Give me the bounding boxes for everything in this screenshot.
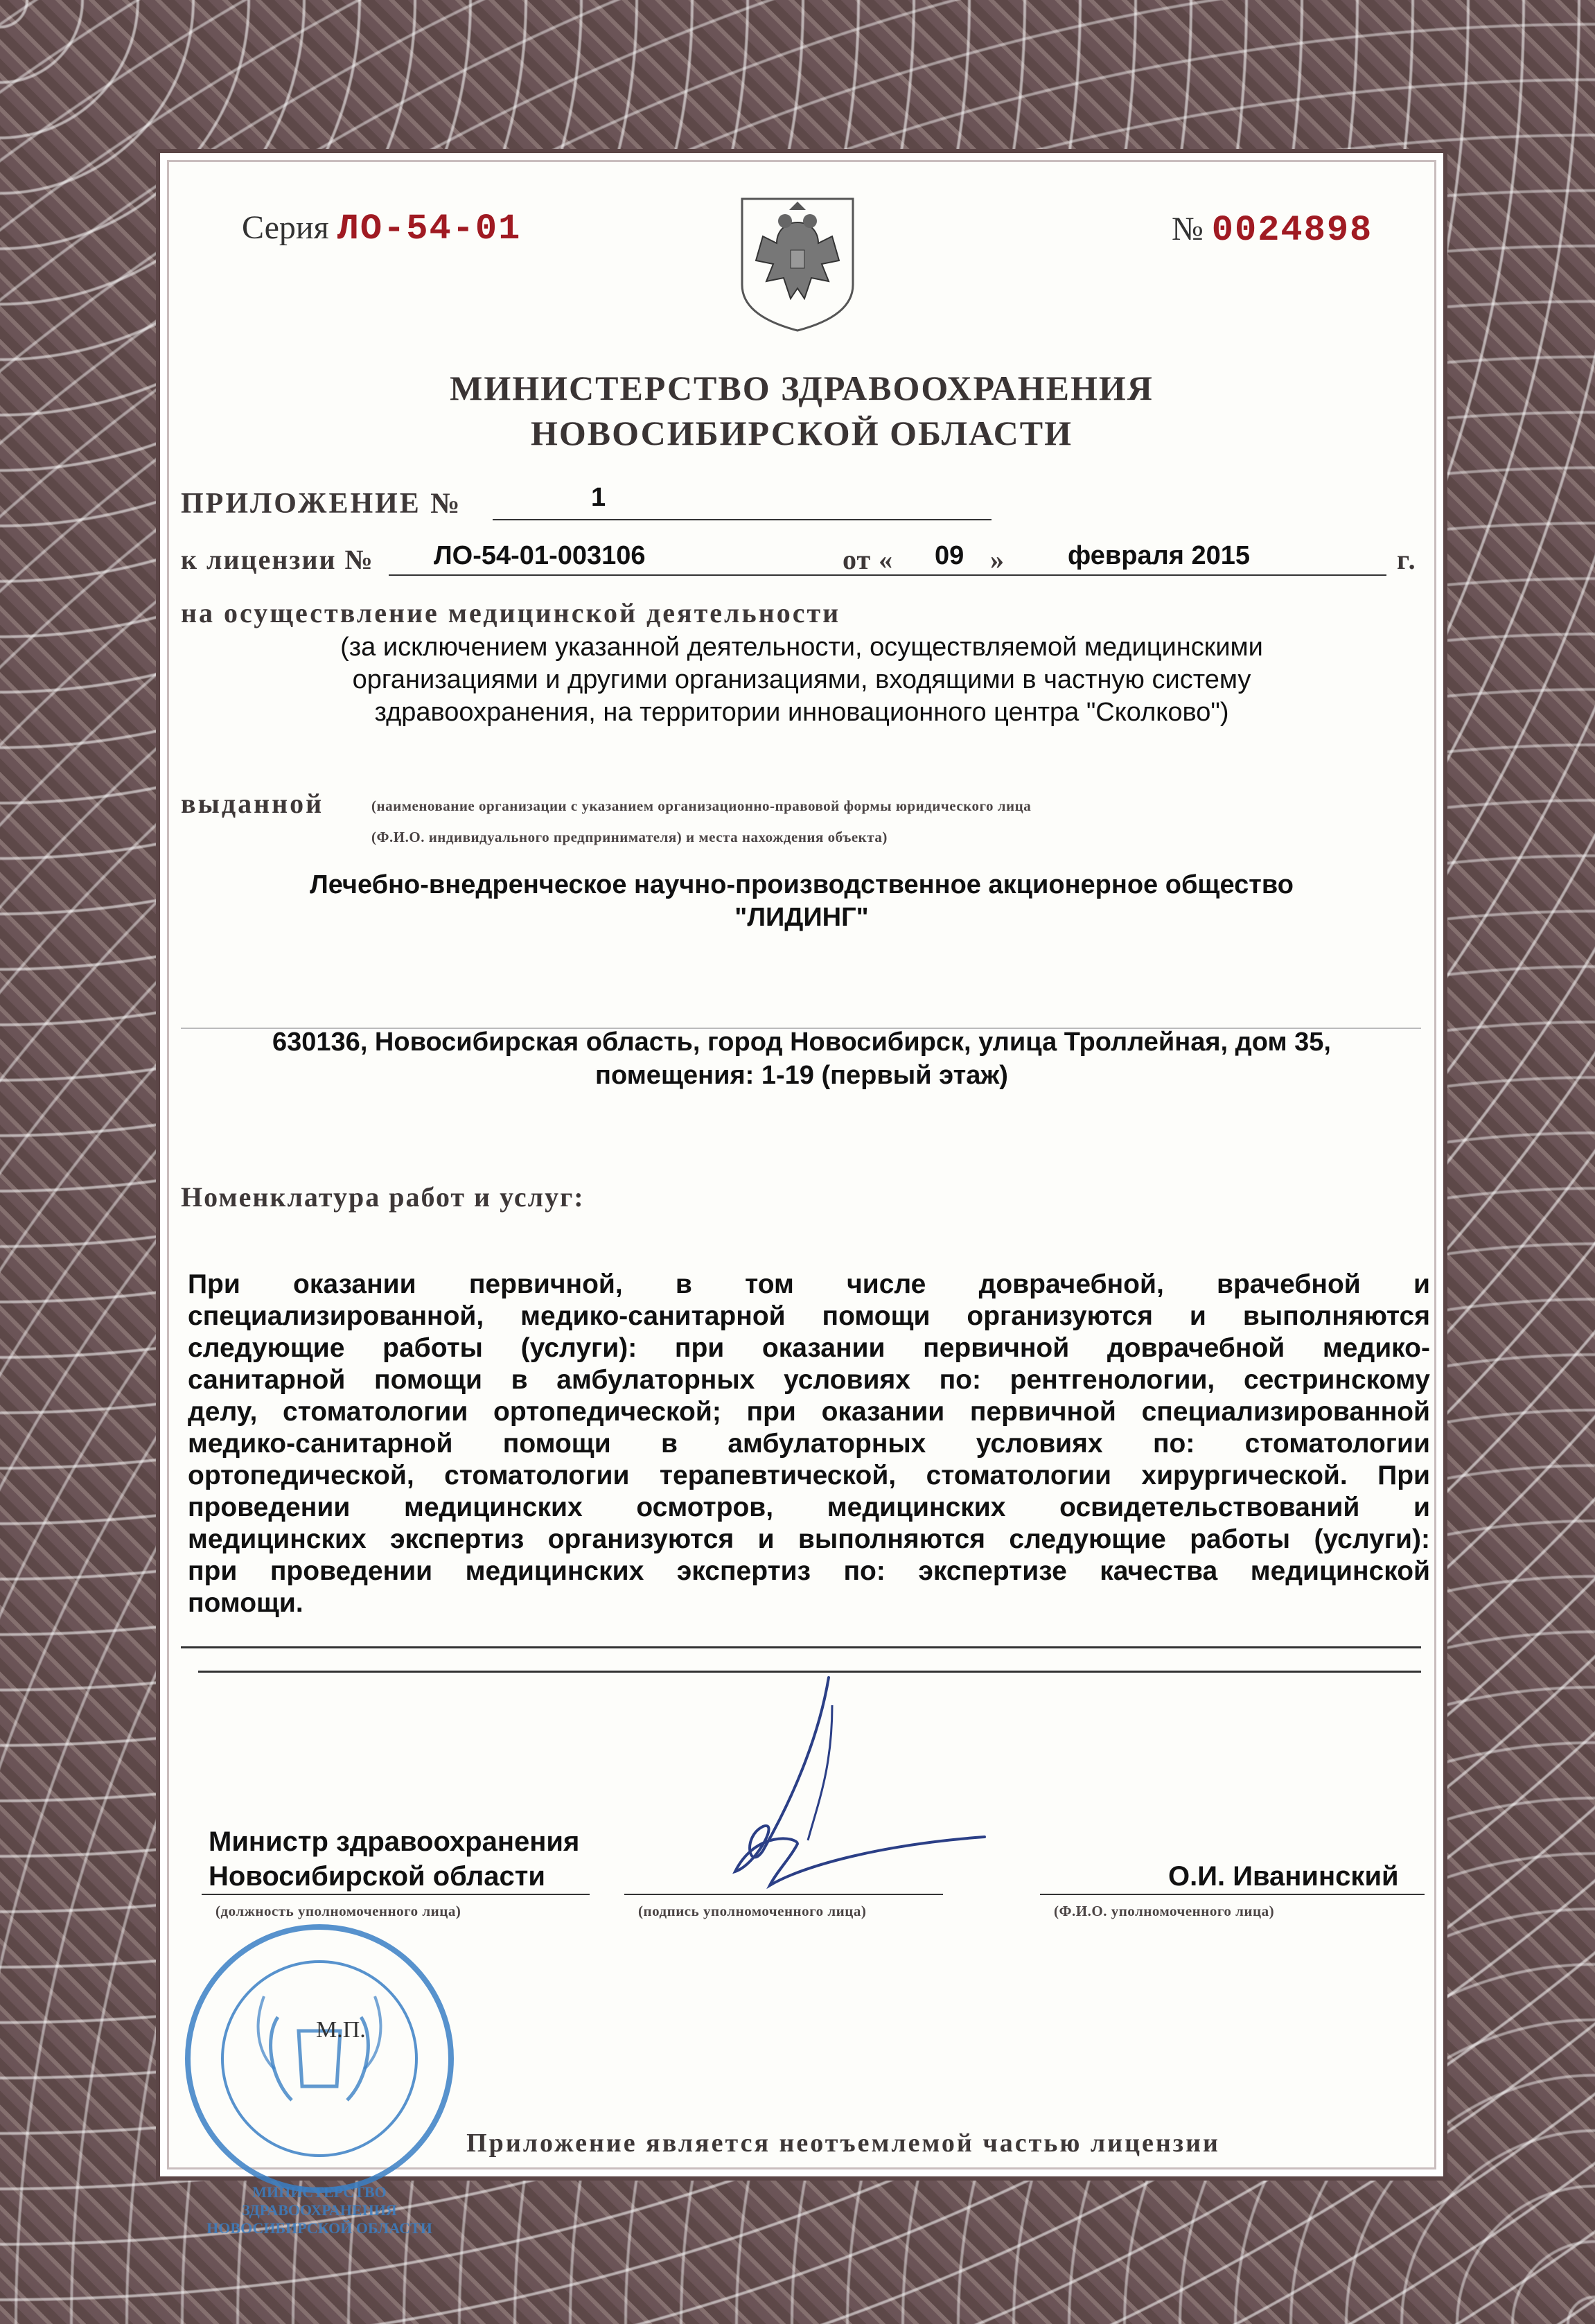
nomenclature-line: При оказании первичной, в том числе доврачебной, врачебной и <box>188 1269 1430 1299</box>
ministry-name-line1: МИНИСТЕРСТВО ЗДРАВООХРАНЕНИЯ <box>450 369 1154 407</box>
appendix-label: ПРИЛОЖЕНИЕ № <box>181 488 462 520</box>
license-label: к лицензии № <box>181 544 374 575</box>
license-underline <box>389 574 1386 576</box>
official-stamp-icon <box>160 1913 465 2237</box>
number-value: 0024898 <box>1211 210 1373 251</box>
nomenclature-text <box>188 1269 1430 1619</box>
nomenclature-line: помощи. <box>188 1588 303 1618</box>
series-value: ЛО-54-01 <box>337 209 522 249</box>
nomenclature-end-rule <box>181 1646 1421 1648</box>
stamp-text: МИНИСТЕРСТВО ЗДРАВООХРАНЕНИЯ НОВОСИБИРСКОЙ ОБЛАСТИ <box>206 2183 432 2237</box>
license-year-suffix: г. <box>1397 544 1418 575</box>
activity-title: на осуществление медицинской деятельности <box>181 597 841 628</box>
license-number: ЛО-54-01-003106 <box>434 541 646 570</box>
footer-note: Приложение является неотъемлемой частью лицензии <box>466 2129 1220 2158</box>
activity-description <box>160 631 1443 729</box>
signer-position-line1: Министр здравоохранения <box>209 1826 580 1857</box>
organization-name-line1: Лечебно-внедренческое научно-производственное акционерное общество <box>310 870 1294 899</box>
nomenclature-line: медико-санитарной помощи в амбулаторных условиях по: стоматологии <box>188 1429 1430 1459</box>
activity-line: (за исключением указанной деятельности, осуществляемой медицинскими <box>340 633 1263 662</box>
signer-position-line2: Новосибирской области <box>209 1861 545 1892</box>
position-hint: (должность уполномоченного лица) <box>215 1903 461 1919</box>
issued-label: выданной <box>181 788 324 819</box>
activity-line: организациями и другими организациями, входящими в частную систему <box>352 665 1251 694</box>
nomenclature-line: следующие работы (услуги): при оказании первичной доврачебной медико- <box>188 1333 1430 1363</box>
document-paper <box>156 149 1447 2237</box>
nomenclature-line: ортопедической, стоматологии терапевтической, стоматологии хирургической. При <box>188 1461 1430 1490</box>
appendix-underline <box>493 519 992 520</box>
issued-hint-line2: (Ф.И.О. индивидуального предпринимателя) и места нахождения объекта) <box>371 829 888 845</box>
seal-place-label: М.П. <box>316 2017 366 2043</box>
license-from-label: от « <box>843 544 894 575</box>
appendix-number: 1 <box>591 483 606 512</box>
ministry-name-line2: НОВОСИБИРСКОЙ ОБЛАСТИ <box>530 414 1073 452</box>
address-line2: помещения: 1-19 (первый этаж) <box>595 1061 1008 1090</box>
nomenclature-line: специализированной, медико-санитарной помощи организуются и выполняются <box>188 1301 1430 1331</box>
organization-name-line2: "ЛИДИНГ" <box>734 903 869 932</box>
issued-hint-line1: (наименование организации с указанием организационно-правовой формы юридического лица <box>371 798 1032 814</box>
license-quote-close: » <box>990 544 1006 575</box>
name-hint: (Ф.И.О. уполномоченного лица) <box>1054 1903 1275 1919</box>
nomenclature-line: при проведении медицинских экспертиз по: экспертизе качества медицинской <box>188 1556 1430 1586</box>
handwritten-signature-icon <box>659 1664 992 1913</box>
nomenclature-line: делу, стоматологии ортопедической; при оказании первичной специализированной <box>188 1397 1430 1427</box>
nomenclature-label: Номенклатура работ и услуг: <box>181 1181 585 1213</box>
nomenclature-line: санитарной помощи в амбулаторных условиях по: рентгенологии, сестринскому <box>188 1365 1430 1395</box>
license-day: 09 <box>935 541 964 570</box>
nomenclature-line: медицинских экспертиз организуются и выполняются следующие работы (услуги): <box>188 1524 1430 1554</box>
nomenclature-line: проведении медицинских осмотров, медицинских освидетельствований и <box>188 1493 1430 1522</box>
license-month-year: февраля 2015 <box>1068 541 1250 570</box>
signature-hint: (подпись уполномоченного лица) <box>638 1903 867 1919</box>
position-underline <box>202 1894 590 1895</box>
series-label: Серия ЛО-54-01 <box>242 209 522 249</box>
address-line1: 630136, Новосибирская область, город Новосибирск, улица Троллейная, дом 35, <box>272 1028 1331 1057</box>
certificate-number: № 0024898 <box>1172 210 1373 251</box>
activity-line: здравоохранения, на территории инновационного центра "Сколково") <box>374 698 1229 727</box>
name-underline <box>1040 1894 1425 1895</box>
russian-coat-of-arms-icon <box>735 195 860 333</box>
signer-name: О.И. Иванинский <box>1168 1861 1399 1892</box>
